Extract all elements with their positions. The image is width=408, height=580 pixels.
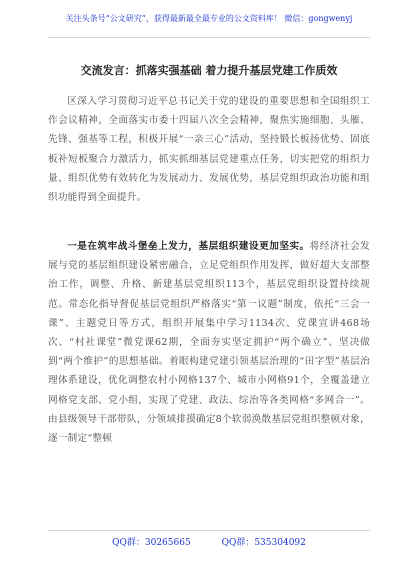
header-banner: 关注头条号“公文研究”，获得最新最全最专业的公文资料库！ 微信：gongwenyj: [65, 14, 353, 23]
section-body: 将经济社会发展与党的基层组织建设紧密融合，立足党组织作用发挥，做好超大支部整治工作，调整、升格、新建基层党组织113个，基层党组织设置持续规范。常态化指导督促基层党组织严格落实“第一议题”制度，依托“三会一课”、主题党日等方式，组织开展集中学习1134次、党课宣讲468场次、“村社课堂”微党课62期，全面夯实坚定拥护“两个确立”、坚决做到“两个维护”的思想基础。着眼构建党建引领基层治理的“田字型”基层治理体系建设，优化调整农村小网格137个、城市小网格91个，全覆盖建立网格党支部、党小组，实现了党建、政法、综治等各类网格“多网合一”。由县级领导干部带队，分领域排摸确定8个软弱涣散基层党组织整顿对象，逐一制定“整顿: [48, 241, 371, 445]
paragraph-section-1: [48, 237, 370, 448]
document-title: 交流发言：抓落实强基础 着力提升基层党建工作质效: [80, 64, 338, 77]
header-divider: [48, 37, 370, 38]
section-heading: 一是在筑牢战斗堡垒上发力，基层组织建设更加坚实。: [67, 241, 310, 252]
footer-divider: [48, 530, 370, 531]
footer: [48, 537, 370, 549]
footer-qq-group-2: QQ群：535304092: [221, 538, 306, 548]
document-page: [48, 0, 370, 580]
footer-qq-group-1: QQ群：30265665: [112, 538, 191, 548]
paragraph-intro: 区深入学习贯彻习近平总书记关于党的建设的重要思想和全国组织工作会议精神，全面落实市委十四届八次全会精神，聚焦实施细胞、头雁、先锋、强基等工程，积极开展“一亲三心”活动，坚持锻长板扬优势、固底板补短板聚合力激活力，抓实抓细基层党建重点任务，切实把党的组织力量、组织优势有效转化为发展动力、发展优势，基层党组织政治功能和组织功能得到全面提升。: [48, 96, 370, 204]
